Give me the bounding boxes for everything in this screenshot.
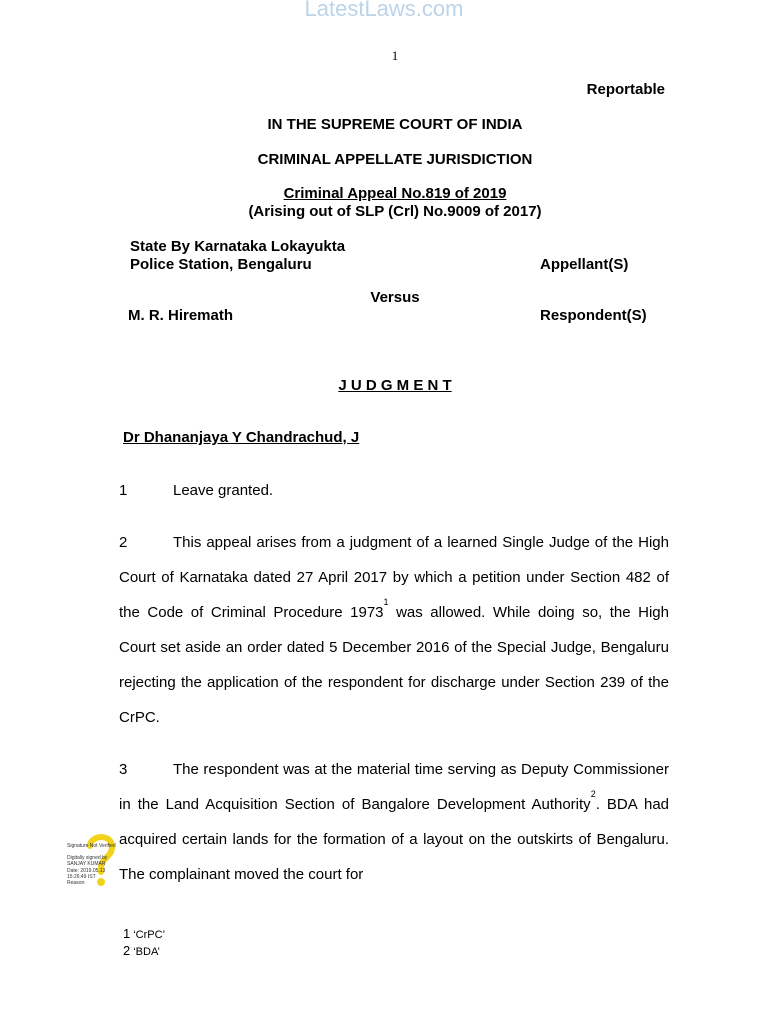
jurisdiction-title: CRIMINAL APPELLATE JURISDICTION (257, 151, 533, 168)
paragraph-3 (119, 752, 669, 892)
signature-reason: Reason: (67, 880, 86, 887)
appellant-name: State By Karnataka Lokayukta (130, 238, 346, 255)
paragraph-number: 1 (119, 482, 128, 499)
footnote-text: ‘BDA’ (133, 946, 160, 958)
paragraph-number: 3 (119, 761, 128, 778)
paragraph-1 (119, 473, 669, 508)
signature-signer: SANJAY KUMAR (67, 861, 106, 868)
watermark: LatestLaws.com (304, 0, 464, 21)
reportable-label: Reportable (586, 81, 665, 98)
footnote-text: ‘CrPC’ (133, 929, 166, 941)
respondent-role: Respondent(S) (540, 307, 647, 324)
footnote-2 (123, 943, 160, 958)
judgment-heading: J U D G M E N T (338, 377, 452, 394)
paragraph-text: This appeal arises from a judgment of a learned Single Judge of the High Court of Karnataka dated 27 April 2017 by which a petition under Section 482 of the Code of Criminal Procedure 1973 (119, 534, 669, 621)
footnote-number: 2 (123, 943, 131, 958)
signature-status: Signature Not Verified (67, 843, 116, 849)
paragraph-text-cont: was allowed. While doing so, the High Court set aside an order dated 5 December 2016 of the Special Judge, Bengaluru rejecting the application of the respondent for discharge under Section 239 of the CrPC. (119, 604, 669, 726)
signature-time: 15:26:49 IST (67, 873, 96, 880)
court-title: IN THE SUPREME COURT OF INDIA (267, 116, 523, 133)
arising-out-of: (Arising out of SLP (Crl) No.9009 of 2017) (248, 203, 542, 220)
appeal-number: Criminal Appeal No.819 of 2019 (283, 185, 507, 202)
footnote-number: 1 (123, 926, 131, 941)
footnote-ref: 1 (383, 597, 389, 607)
signature-date: Date: 2019.05.13 (67, 867, 106, 874)
digital-signature-stamp (67, 843, 133, 886)
paragraph-2 (119, 525, 669, 735)
paragraph-text: The respondent was at the material time serving as Deputy Commissioner in the Land Acquisition Section of Bangalore Development Authority (119, 761, 669, 813)
appellant-role: Appellant(S) (540, 256, 629, 273)
appellant-address: Police Station, Bengaluru (130, 256, 312, 273)
page-number: 1 (391, 48, 399, 63)
signature-signed-by: Digitally signed by (67, 855, 108, 862)
versus-label: Versus (370, 289, 420, 306)
paragraph-text: Leave granted. (173, 482, 274, 499)
footnote-1 (123, 926, 165, 941)
respondent-name: M. R. Hiremath (128, 307, 234, 324)
paragraph-text-cont: . BDA had acquired certain lands for the formation of a layout on the outskirts of Bengaluru. The complainant moved the court for (119, 796, 670, 883)
paragraph-number: 2 (119, 534, 128, 551)
footnote-ref: 2 (590, 789, 596, 799)
judge-name: Dr Dhananjaya Y Chandrachud, J (123, 429, 360, 446)
